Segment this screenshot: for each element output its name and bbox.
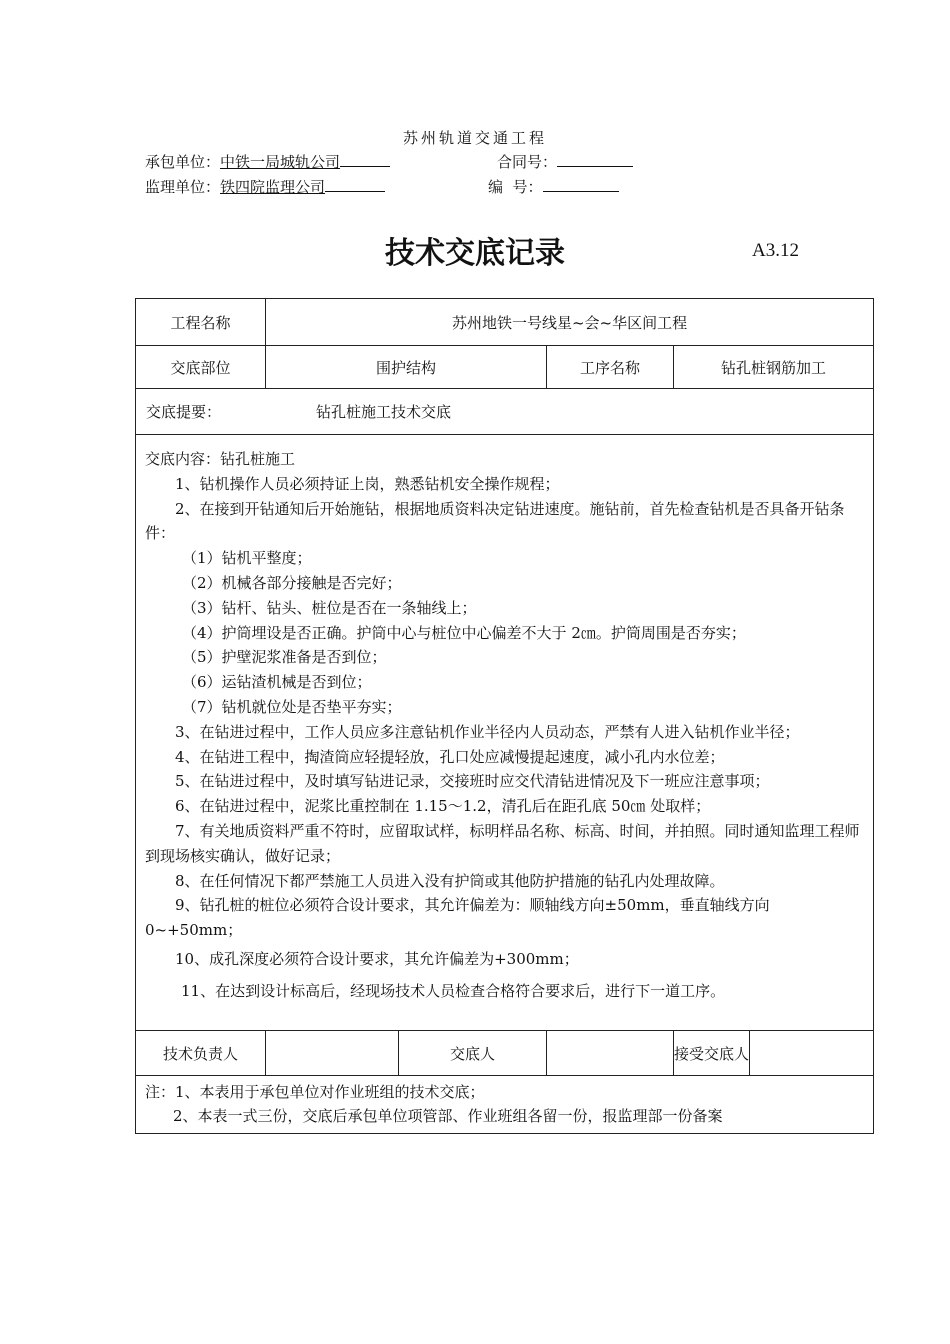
note-line: 2、本表一式三份，交底后承包单位项管部、作业班组各留一份，报监理部一份备案 (173, 1107, 723, 1125)
contractor-value: 中铁一局城轨公司 (220, 153, 341, 171)
content-subitem: （3）钻杆、钻头、桩位是否在一条轴线上； (182, 598, 477, 617)
contractor-underline (340, 152, 390, 167)
supervisor-value: 铁四院监理公司 (220, 178, 326, 196)
project-name-value: 苏州地铁一号线星~会~华区间工程 (266, 299, 874, 346)
content-item: 3、在钻进过程中，工作人员应多注意钻机作业半径内人员动态，严禁有人进入钻机作业半径； (175, 722, 800, 741)
part-label: 交底部位 (136, 346, 266, 389)
tech-lead-label: 技术负责人 (136, 1031, 266, 1076)
content-item: 2、在接到开钻通知后开始施钻，根据地质资料决定钻进速度。施钻前，首先检查钻机是否具备开钻条件： (145, 499, 845, 543)
content-item: 6、在钻进过程中，泥浆比重控制在 1.15～1.2，清孔后在距孔底 50㎝ 处取样； (175, 797, 711, 816)
content-item: 4、在钻进工程中，掏渣筒应轻提轻放，孔口处应减慢提起速度，减小孔内水位差； (175, 747, 725, 766)
contract-no-blank (557, 152, 633, 167)
briefer-signature[interactable] (547, 1031, 674, 1076)
contractor-label: 承包单位： (145, 153, 221, 171)
content-item: 1、钻机操作人员必须持证上岗，熟悉钻机安全操作规程； (175, 474, 560, 493)
project-title: 苏州轨道交通工程 (402, 129, 547, 147)
contract-no-label: 合同号： (497, 153, 558, 171)
content-item: 8、在任何情况下都严禁施工人员进入没有护筒或其他防护措施的钻孔内处理故障。 (175, 871, 725, 890)
content-subitem: （1）钻机平整度； (182, 549, 312, 568)
content-subitem: （2）机械各部分接触是否完好； (182, 573, 402, 592)
content-subitem: （4）护筒埋设是否正确。护筒中心与桩位中心偏差不大于 2㎝。护筒周围是否夯实； (182, 623, 746, 642)
contract-no-line (497, 151, 633, 172)
note-line: 注：1、本表用于承包单位对作业班组的技术交底； (145, 1083, 485, 1101)
form-code: A3.12 (752, 240, 799, 261)
tech-lead-signature[interactable] (266, 1031, 399, 1076)
content-item: 7、有关地质资料严重不符时，应留取试样，标明样品名称、标高、时间，并拍照。同时通知监理工程师到现场核实确认，做好记录； (145, 821, 860, 865)
receiver-label: 接受交底人 (674, 1031, 750, 1076)
serial-label: 编 号： (488, 178, 543, 196)
content-item: 11、在达到设计标高后，经现场技术人员检查合格符合要求后，进行下一道工序。 (181, 981, 726, 1000)
record-table (135, 298, 874, 1134)
supervisor-line (145, 176, 385, 197)
project-name-label: 工程名称 (136, 299, 266, 346)
process-label: 工序名称 (547, 346, 674, 389)
summary-label: 交底提要： (146, 403, 222, 421)
receiver-signature[interactable] (750, 1031, 874, 1076)
process-value: 钻孔桩钢筋加工 (674, 346, 874, 389)
document-title: 技术交底记录 (385, 236, 565, 271)
content-heading: 交底内容：钻孔桩施工 (145, 450, 296, 468)
content-item: 9、钻孔桩的桩位必须符合设计要求，其允许偏差为：顺轴线方向±50mm，垂直轴线方向 0~+50mm； (145, 896, 770, 940)
supervisor-underline (325, 177, 385, 192)
content-item: 5、在钻进过程中，及时填写钻进记录，交接班时应交代清钻进情况及下一班应注意事项； (175, 772, 770, 791)
serial-line (488, 176, 619, 197)
summary-value: 钻孔桩施工技术交底 (316, 403, 452, 421)
briefer-label: 交底人 (399, 1031, 547, 1076)
content-cell (136, 435, 874, 1031)
serial-blank (543, 177, 619, 192)
notes-cell (136, 1076, 874, 1134)
content-subitem: （6）运钻渣机械是否到位； (182, 673, 372, 692)
content-subitem: （7）钻机就位处是否垫平夯实； (182, 697, 402, 716)
content-item: 10、成孔深度必须符合设计要求，其允许偏差为+300mm； (175, 949, 579, 968)
contractor-line (145, 151, 390, 172)
supervisor-label: 监理单位： (145, 178, 221, 196)
summary-cell (136, 389, 874, 435)
content-subitem: （5）护壁泥浆准备是否到位； (182, 648, 387, 667)
part-value: 围护结构 (266, 346, 547, 389)
